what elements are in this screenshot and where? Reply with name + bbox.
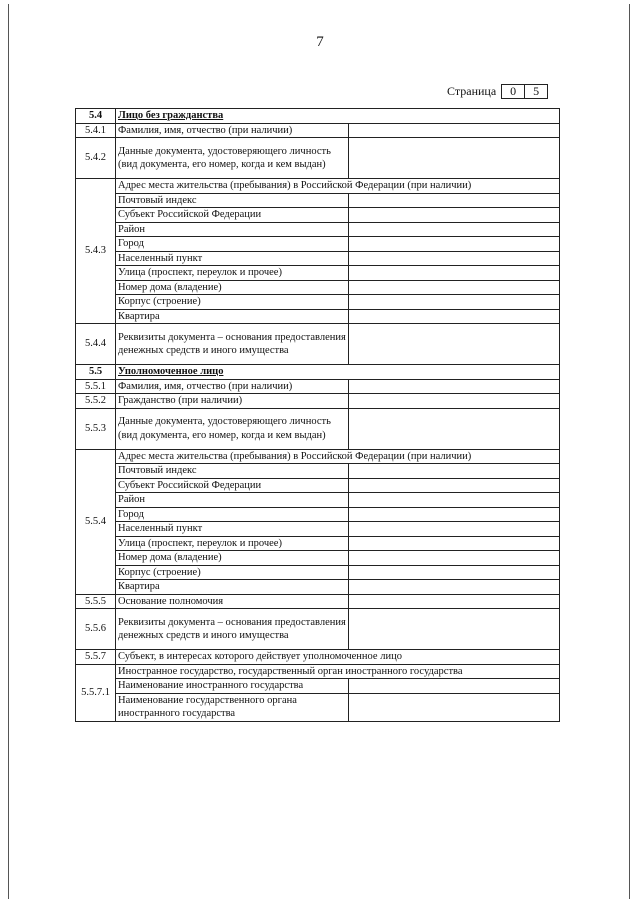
item-number: 5.4.3 <box>76 179 116 324</box>
field-label: Данные документа, удостоверяющего личность (вид документа, его номер, когда и кем выдан) <box>116 408 349 449</box>
group-header: Иностранное государство, государственный орган иностранного государства <box>116 664 560 679</box>
field-label: Район <box>116 222 349 237</box>
item-number: 5.5.7 <box>76 650 116 665</box>
item-number: 5.5.7.1 <box>76 664 116 721</box>
field-label: Почтовый индекс <box>116 193 349 208</box>
field-value[interactable] <box>349 609 560 650</box>
field-value[interactable] <box>349 679 560 694</box>
field-value[interactable] <box>349 266 560 281</box>
item-number: 5.4.1 <box>76 123 116 138</box>
form-row <box>76 208 560 223</box>
field-label: Населенный пункт <box>116 251 349 266</box>
form-row <box>76 551 560 566</box>
form-row <box>76 295 560 310</box>
field-label: Наименование государственного органа иностранного государства <box>116 693 349 721</box>
group-header: Адрес места жительства (пребывания) в Российской Федерации (при наличии) <box>116 449 560 464</box>
field-value[interactable] <box>349 507 560 522</box>
form-row <box>76 179 560 194</box>
field-value[interactable] <box>349 551 560 566</box>
field-label: Улица (проспект, переулок и прочее) <box>116 266 349 281</box>
field-label: Гражданство (при наличии) <box>116 394 349 409</box>
field-label: Корпус (строение) <box>116 565 349 580</box>
field-value[interactable] <box>349 251 560 266</box>
field-value[interactable] <box>349 464 560 479</box>
field-label: Номер дома (владение) <box>116 280 349 295</box>
field-value[interactable] <box>349 295 560 310</box>
field-label: Фамилия, имя, отчество (при наличии) <box>116 379 349 394</box>
item-number: 5.4.2 <box>76 138 116 179</box>
item-number: 5.5.5 <box>76 594 116 609</box>
form-row <box>76 464 560 479</box>
field-label: Квартира <box>116 580 349 595</box>
field-value[interactable] <box>349 394 560 409</box>
form-row <box>76 609 560 650</box>
field-value[interactable] <box>349 565 560 580</box>
page-counter-digit[interactable]: 0 <box>501 84 525 99</box>
field-value[interactable] <box>349 536 560 551</box>
field-label: Номер дома (владение) <box>116 551 349 566</box>
field-label: Реквизиты документа – основания предоставления денежных средств и иного имущества <box>116 324 349 365</box>
field-label: Субъект Российской Федерации <box>116 208 349 223</box>
form-row <box>76 138 560 179</box>
form-row <box>76 536 560 551</box>
field-value[interactable] <box>349 280 560 295</box>
form-row <box>76 309 560 324</box>
form-row <box>76 594 560 609</box>
section-title: Лицо без гражданства <box>116 109 560 124</box>
form-row <box>76 266 560 281</box>
field-value[interactable] <box>349 324 560 365</box>
form-row <box>76 193 560 208</box>
field-value[interactable] <box>349 193 560 208</box>
field-value[interactable] <box>349 309 560 324</box>
form-row <box>76 650 560 665</box>
page-counter <box>447 83 548 99</box>
field-value[interactable] <box>349 138 560 179</box>
field-value[interactable] <box>349 522 560 537</box>
field-label: Данные документа, удостоверяющего личность (вид документа, его номер, когда и кем выдан) <box>116 138 349 179</box>
section-row <box>76 365 560 380</box>
form-row <box>76 237 560 252</box>
form-row <box>76 664 560 679</box>
group-header: Адрес места жительства (пребывания) в Российской Федерации (при наличии) <box>116 179 560 194</box>
field-label: Почтовый индекс <box>116 464 349 479</box>
form-row <box>76 580 560 595</box>
field-value[interactable] <box>349 123 560 138</box>
form-row <box>76 693 560 721</box>
field-label: Улица (проспект, переулок и прочее) <box>116 536 349 551</box>
form-row <box>76 251 560 266</box>
field-value[interactable] <box>349 493 560 508</box>
form-row <box>76 565 560 580</box>
form-row <box>76 449 560 464</box>
form-row <box>76 493 560 508</box>
form-row <box>76 679 560 694</box>
section-number: 5.5 <box>76 365 116 380</box>
section-title: Уполномоченное лицо <box>116 365 560 380</box>
form-row <box>76 394 560 409</box>
item-number: 5.5.4 <box>76 449 116 594</box>
form-row <box>76 324 560 365</box>
field-value[interactable] <box>349 379 560 394</box>
field-value[interactable] <box>349 693 560 721</box>
form-row <box>76 379 560 394</box>
field-label: Реквизиты документа – основания предоставления денежных средств и иного имущества <box>116 609 349 650</box>
group-header: Субъект, в интересах которого действует уполномоченное лицо <box>116 650 560 665</box>
item-number: 5.5.6 <box>76 609 116 650</box>
form-row <box>76 123 560 138</box>
page-counter-label: Страница <box>447 83 497 98</box>
field-label: Город <box>116 507 349 522</box>
field-value[interactable] <box>349 478 560 493</box>
form-row <box>76 478 560 493</box>
field-label: Квартира <box>116 309 349 324</box>
field-label: Населенный пункт <box>116 522 349 537</box>
field-value[interactable] <box>349 222 560 237</box>
item-number: 5.5.2 <box>76 394 116 409</box>
field-label: Субъект Российской Федерации <box>116 478 349 493</box>
field-value[interactable] <box>349 580 560 595</box>
section-number: 5.4 <box>76 109 116 124</box>
form-row <box>76 522 560 537</box>
item-number: 5.5.1 <box>76 379 116 394</box>
form-row <box>76 222 560 237</box>
form-row <box>76 280 560 295</box>
section-row <box>76 109 560 124</box>
field-value[interactable] <box>349 594 560 609</box>
field-label: Фамилия, имя, отчество (при наличии) <box>116 123 349 138</box>
item-number: 5.5.3 <box>76 408 116 449</box>
field-label: Город <box>116 237 349 252</box>
field-value[interactable] <box>349 237 560 252</box>
page-number: 7 <box>316 34 324 50</box>
field-label: Основание полномочия <box>116 594 349 609</box>
field-value[interactable] <box>349 408 560 449</box>
form-row <box>76 408 560 449</box>
field-label: Корпус (строение) <box>116 295 349 310</box>
field-label: Район <box>116 493 349 508</box>
field-value[interactable] <box>349 208 560 223</box>
field-label: Наименование иностранного государства <box>116 679 349 694</box>
form-row <box>76 507 560 522</box>
item-number: 5.4.4 <box>76 324 116 365</box>
form-table <box>75 108 560 722</box>
page-counter-digit[interactable]: 5 <box>524 84 548 99</box>
